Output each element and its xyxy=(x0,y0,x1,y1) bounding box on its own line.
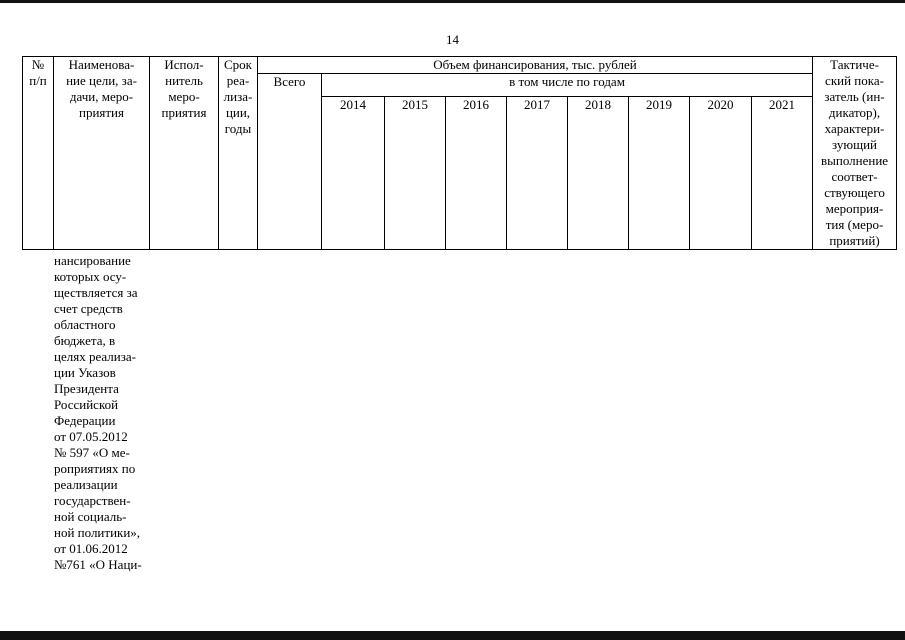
financing-table xyxy=(22,56,897,250)
header-total: Всего xyxy=(258,74,322,250)
header-financing: Объем финансирования, тыс. рублей xyxy=(258,57,813,74)
header-year-2014: 2014 xyxy=(322,97,385,250)
header-indicator: Тактиче- ский пока- затель (ин- дикатор), характери- зующий выполнение соответ- ствующего мероприя- тия (меро- приятий) xyxy=(813,57,897,250)
bottom-rule xyxy=(0,631,905,640)
header-year-2015: 2015 xyxy=(385,97,446,250)
header-num: № п/п xyxy=(23,57,54,250)
header-executor: Испол- нитель меро- приятия xyxy=(150,57,219,250)
header-term: Срок реа- лиза- ции, годы xyxy=(219,57,258,250)
header-name: Наименова- ние цели, за- дачи, меро- приятия xyxy=(54,57,150,250)
top-rule xyxy=(0,0,905,3)
continuation-text: нансирование которых осу- ществляется за счет средств областного бюджета, в целях реализа- ции Указов Президента Российской Федерации от 07.05.2012 № 597 «О ме- роприятиях по реализации государствен- ной социаль- ной политики», от 01.06.2012 №761 «О Наци- xyxy=(54,253,142,572)
header-year-2018: 2018 xyxy=(568,97,629,250)
page-number: 14 xyxy=(446,32,459,47)
header-year-2016: 2016 xyxy=(446,97,507,250)
header-year-2020: 2020 xyxy=(690,97,752,250)
header-year-2021: 2021 xyxy=(752,97,813,250)
header-year-2019: 2019 xyxy=(629,97,690,250)
header-year-2017: 2017 xyxy=(507,97,568,250)
header-by-years: в том числе по годам xyxy=(322,74,813,97)
